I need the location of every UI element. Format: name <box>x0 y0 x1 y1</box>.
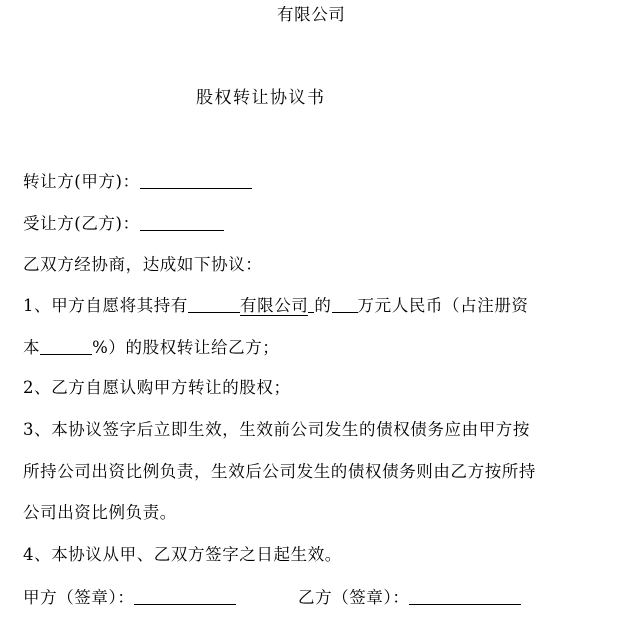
party-a-label: 甲方（签章）： <box>23 588 135 607</box>
party-a-signature-blank <box>134 588 236 605</box>
intro-line: 乙双方经协商，达成如下协议： <box>23 255 263 274</box>
clause-2-line: 2、乙方自愿认购甲方转让的股权； <box>23 378 291 397</box>
clause-1-text-d: 本 <box>23 338 41 357</box>
clause-1-text-a: 1、甲方自愿将其持有 <box>23 296 188 315</box>
transferee-line <box>23 212 224 235</box>
transferee-label: 受让方(乙方)： <box>23 214 140 233</box>
signature-party-b <box>298 586 521 609</box>
clause-1-text-c: 万元人民币（占注册资 <box>357 296 529 315</box>
company-header: 有限公司 <box>277 5 346 24</box>
document-title: 股权转让协议书 <box>196 88 326 108</box>
transferee-blank <box>140 214 224 231</box>
party-b-label: 乙方（签章）： <box>298 588 410 607</box>
clause-1-company-blank <box>188 296 240 313</box>
clause-3-line-2: 所持公司出资比例负责，生效后公司发生的债权债务则由乙方按所持 <box>23 462 536 481</box>
clause-1-text-e: %）的股权转让给乙方； <box>92 338 280 357</box>
clause-1-company-blank-end <box>308 296 314 313</box>
clause-3-line-1: 3、本协议签字后立即生效，生效前公司发生的债权债务应由甲方按 <box>23 420 530 439</box>
clause-1-line-1 <box>23 294 529 317</box>
transferor-blank <box>140 172 252 189</box>
transferor-line <box>23 170 252 193</box>
clause-1-percent-blank <box>40 338 92 355</box>
party-b-signature-blank <box>409 588 521 605</box>
clause-1-text-b: 的 <box>314 296 332 315</box>
signature-party-a <box>23 586 236 609</box>
clause-1-amount-blank <box>332 296 358 313</box>
clause-4-line: 4、本协议从甲、乙双方签字之日起生效。 <box>23 545 342 564</box>
transferor-label: 转让方(甲方)： <box>23 172 140 191</box>
clause-1-line-2 <box>23 336 279 359</box>
clause-1-company-suffix: 有限公司 <box>240 296 309 315</box>
clause-3-line-3: 公司出资比例负责。 <box>23 503 177 522</box>
